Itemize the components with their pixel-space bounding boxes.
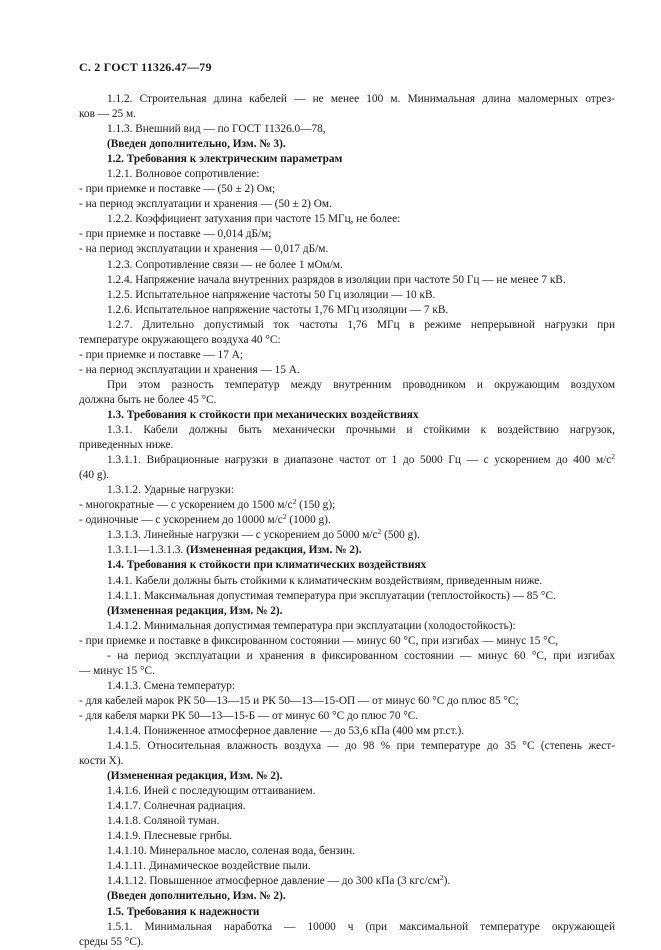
line-text: 1.1.2. Строительная длина кабелей — не менее 100 м. Минимальная длина маломерных отрез- (107, 93, 615, 105)
text-line (79, 438, 615, 453)
text-line (79, 543, 615, 558)
text-line (79, 242, 615, 257)
text-line (79, 589, 615, 604)
line-text: должна быть не более 45 °С. (79, 393, 217, 406)
text-line (79, 378, 615, 393)
text-line (79, 92, 615, 107)
section-heading-line (79, 137, 615, 152)
line-text: 1.5. Требования к надежности (107, 905, 260, 918)
superscript: 2 (292, 498, 297, 507)
line-text: 1.4.1. Кабели должны быть стойкими к климатическим воздействиям, приведенным ниже. (107, 574, 543, 587)
text-line (79, 197, 615, 212)
line-text: 1.4.1.2. Минимальная допустимая температура при эксплуатации (холодостойкость): (107, 619, 516, 632)
text-line (79, 303, 615, 318)
line-text: - при приемке и поставке — 17 А; (79, 348, 243, 361)
line-text: (Введен дополнительно, Изм. № 3). (107, 138, 286, 151)
line-text: При этом разность температур между внутренним проводником и окружающим воздухом (107, 378, 615, 391)
line-text: - на период эксплуатации и хранения — 15 А. (79, 363, 300, 376)
text-line (79, 874, 615, 889)
line-text: 1.2.7. Длительно допустимый ток частоты 1,76 МГц в режиме непрерывной нагрузки при (107, 318, 615, 331)
text-line (79, 363, 615, 378)
text-line (79, 784, 615, 799)
document-body (79, 92, 615, 950)
line-text: 1.5.1. Минимальная наработка — 10000 ч (при максимальной температуре окружающей (107, 920, 615, 933)
superscript: 2 (611, 453, 615, 462)
line-text: 1.2.2. Коэффициент затухания при частоте 15 МГц, не более: (107, 213, 401, 226)
section-heading-line (79, 558, 615, 573)
line-text: 1.4.1.11. Динамическое воздействие пыли. (107, 860, 311, 873)
line-text: 1.3. Требования к стойкости при механических воздействиях (107, 408, 419, 421)
line-text: 1.3.1.1. Вибрационные нагрузки в диапазоне частот от 1 до 5000 Гц — с ускорением до 400 м/с (107, 454, 612, 467)
text-line (79, 574, 615, 589)
text-line (79, 513, 615, 528)
text-line (79, 920, 615, 935)
line-text: 1.2.5. Испытательное напряжение частоты 50 Гц изоляции — 10 кВ. (107, 288, 436, 301)
line-text: 1.4.1.1. Максимальная допустимая температура при эксплуатации (теплостойкость) — 85 °С. (107, 589, 556, 602)
section-heading-line (79, 905, 615, 920)
text-line (79, 649, 615, 664)
line-text: ков — 25 м. (79, 108, 136, 121)
line-text: 1.3.1.2. Ударные нагрузки: (107, 484, 234, 497)
line-text: (Измененная редакция, Изм. № 2). (107, 770, 283, 783)
text-line (79, 799, 615, 814)
line-text: 1.4.1.7. Солнечная радиация. (107, 800, 246, 813)
line-text: приведенных ниже. (79, 439, 174, 452)
page-header: С. 2 ГОСТ 11326.47—79 (79, 60, 212, 74)
text-line (79, 634, 615, 649)
text-line (79, 167, 615, 182)
text-line (79, 122, 615, 137)
line-text-after: (1000 g). (286, 514, 331, 527)
line-text: 1.1.3. Внешний вид — по ГОСТ 11326.0—78, (107, 123, 326, 136)
line-text: кости X). (79, 755, 124, 768)
text-line (79, 694, 615, 709)
text-line (79, 423, 615, 438)
line-text: - одиночные — с ускорением до 10000 м/с (79, 514, 283, 527)
superscript: 2 (439, 874, 444, 883)
section-heading-line (79, 604, 615, 619)
text-line (79, 453, 615, 468)
line-text: - при приемке и поставке — 0,014 дБ/м; (79, 228, 272, 241)
section-heading-line (79, 889, 615, 904)
line-text: 1.3.1.3. Линейные нагрузки — с ускорением до 5000 м/с (107, 529, 378, 542)
text-line (79, 333, 615, 348)
line-text: 1.4.1.9. Плесневые грибы. (107, 830, 233, 843)
line-text: 1.4.1.3. Смена температур: (107, 679, 236, 692)
section-heading-line (79, 152, 615, 167)
line-text: среды 55 °С). (79, 935, 144, 948)
line-text: 1.4.1.10. Минеральное масло, соленая вода, бензин. (107, 845, 356, 858)
line-text-after: (150 g); (296, 499, 336, 512)
line-text: 1.2.3. Сопротивление связи — не более 1 мОм/м. (107, 258, 343, 271)
text-line (79, 227, 615, 242)
line-text: - на период эксплуатации и хранения в фиксированном состоянии — минус 60 °С, при изгибах (107, 649, 615, 662)
text-line (79, 273, 615, 288)
line-text: 1.2.4. Напряжение начала внутренних разрядов в изоляции при частоте 50 Гц — не менее 7 кВ. (107, 273, 566, 286)
line-text: 1.4.1.4. Пониженное атмосферное давление — до 53,6 кПа (400 мм рт.ст.). (107, 724, 465, 737)
line-text-after: (500 g). (381, 529, 420, 542)
text-line (79, 107, 615, 122)
text-line (79, 288, 615, 303)
amendment-note: (Измененная редакция, Изм. № 2). (186, 544, 362, 557)
text-line (79, 483, 615, 498)
superscript: 2 (377, 528, 382, 537)
section-heading-line (79, 408, 615, 423)
line-text: 1.2.1. Волновое сопротивление: (107, 168, 260, 181)
text-line (79, 348, 615, 363)
text-line (79, 619, 615, 634)
text-line (79, 258, 615, 273)
line-text: — минус 15 °С. (79, 664, 155, 677)
text-line (79, 709, 615, 724)
section-heading-line (79, 769, 615, 784)
line-text-after: ). (443, 875, 451, 888)
text-line (79, 664, 615, 679)
text-line (79, 844, 615, 859)
line-text: 1.3.1.1—1.3.1.3. (107, 544, 187, 557)
line-text: (Измененная редакция, Изм. № 2). (107, 604, 283, 617)
line-text: - на период эксплуатации и хранения — 0,017 дБ/м. (79, 243, 329, 256)
text-line (79, 528, 615, 543)
text-line (79, 814, 615, 829)
text-line (79, 724, 615, 739)
line-text: 1.4.1.8. Соляной туман. (107, 815, 220, 828)
line-text: 1.4.1.12. Повышенное атмосферное давление — до 300 кПа (3 кгс/см (107, 875, 440, 888)
text-line (79, 754, 615, 769)
line-text: - при приемке и поставке в фиксированном состоянии — минус 60 °С, при изгибах — минус 15 °С, (79, 634, 559, 647)
superscript: 2 (282, 513, 287, 522)
line-text: 1.4.1.5. Относительная влажность воздуха — до 98 % при температуре до 35 °С (степень жест- (107, 740, 615, 753)
line-text: температуре окружающего воздуха 40 °С: (79, 333, 281, 346)
text-line (79, 182, 615, 197)
line-text: - для кабеля марки РК 50—13—15-Б — от минус 60 °С до плюс 70 °С. (79, 709, 419, 722)
line-text: 1.4. Требования к стойкости при климатических воздействиях (107, 559, 427, 572)
line-text: (Введен дополнительно, Изм. № 2). (107, 890, 286, 903)
text-line (79, 468, 615, 483)
text-line (79, 829, 615, 844)
text-line (79, 679, 615, 694)
text-line (79, 859, 615, 874)
text-line (79, 498, 615, 513)
text-line (79, 318, 615, 333)
line-text: 1.2.6. Испытательное напряжение частоты 1,76 МГц изоляции — 7 кВ. (107, 303, 449, 316)
line-text: - на период эксплуатации и хранения — (50 ± 2) Ом. (79, 198, 332, 211)
text-line (79, 739, 615, 754)
line-text: - для кабелей марок РК 50—13—15 и РК 50—13—15-ОП — от минус 60 °С до плюс 85 °С; (79, 694, 519, 707)
line-text: - многократные — с ускорением до 1500 м/с (79, 499, 293, 512)
text-line (79, 212, 615, 227)
line-text: - при приемке и поставке — (50 ± 2) Ом; (79, 183, 276, 196)
line-text: 1.4.1.6. Иней с последующим оттаиванием. (107, 785, 316, 798)
text-line (79, 393, 615, 408)
line-text: 1.2. Требования к электрическим параметрам (107, 153, 343, 166)
text-line (79, 935, 615, 950)
line-text: 1.3.1. Кабели должны быть механически прочными и стойкими к воздействию нагрузок, (107, 424, 615, 437)
line-text: (40 g). (79, 469, 110, 482)
